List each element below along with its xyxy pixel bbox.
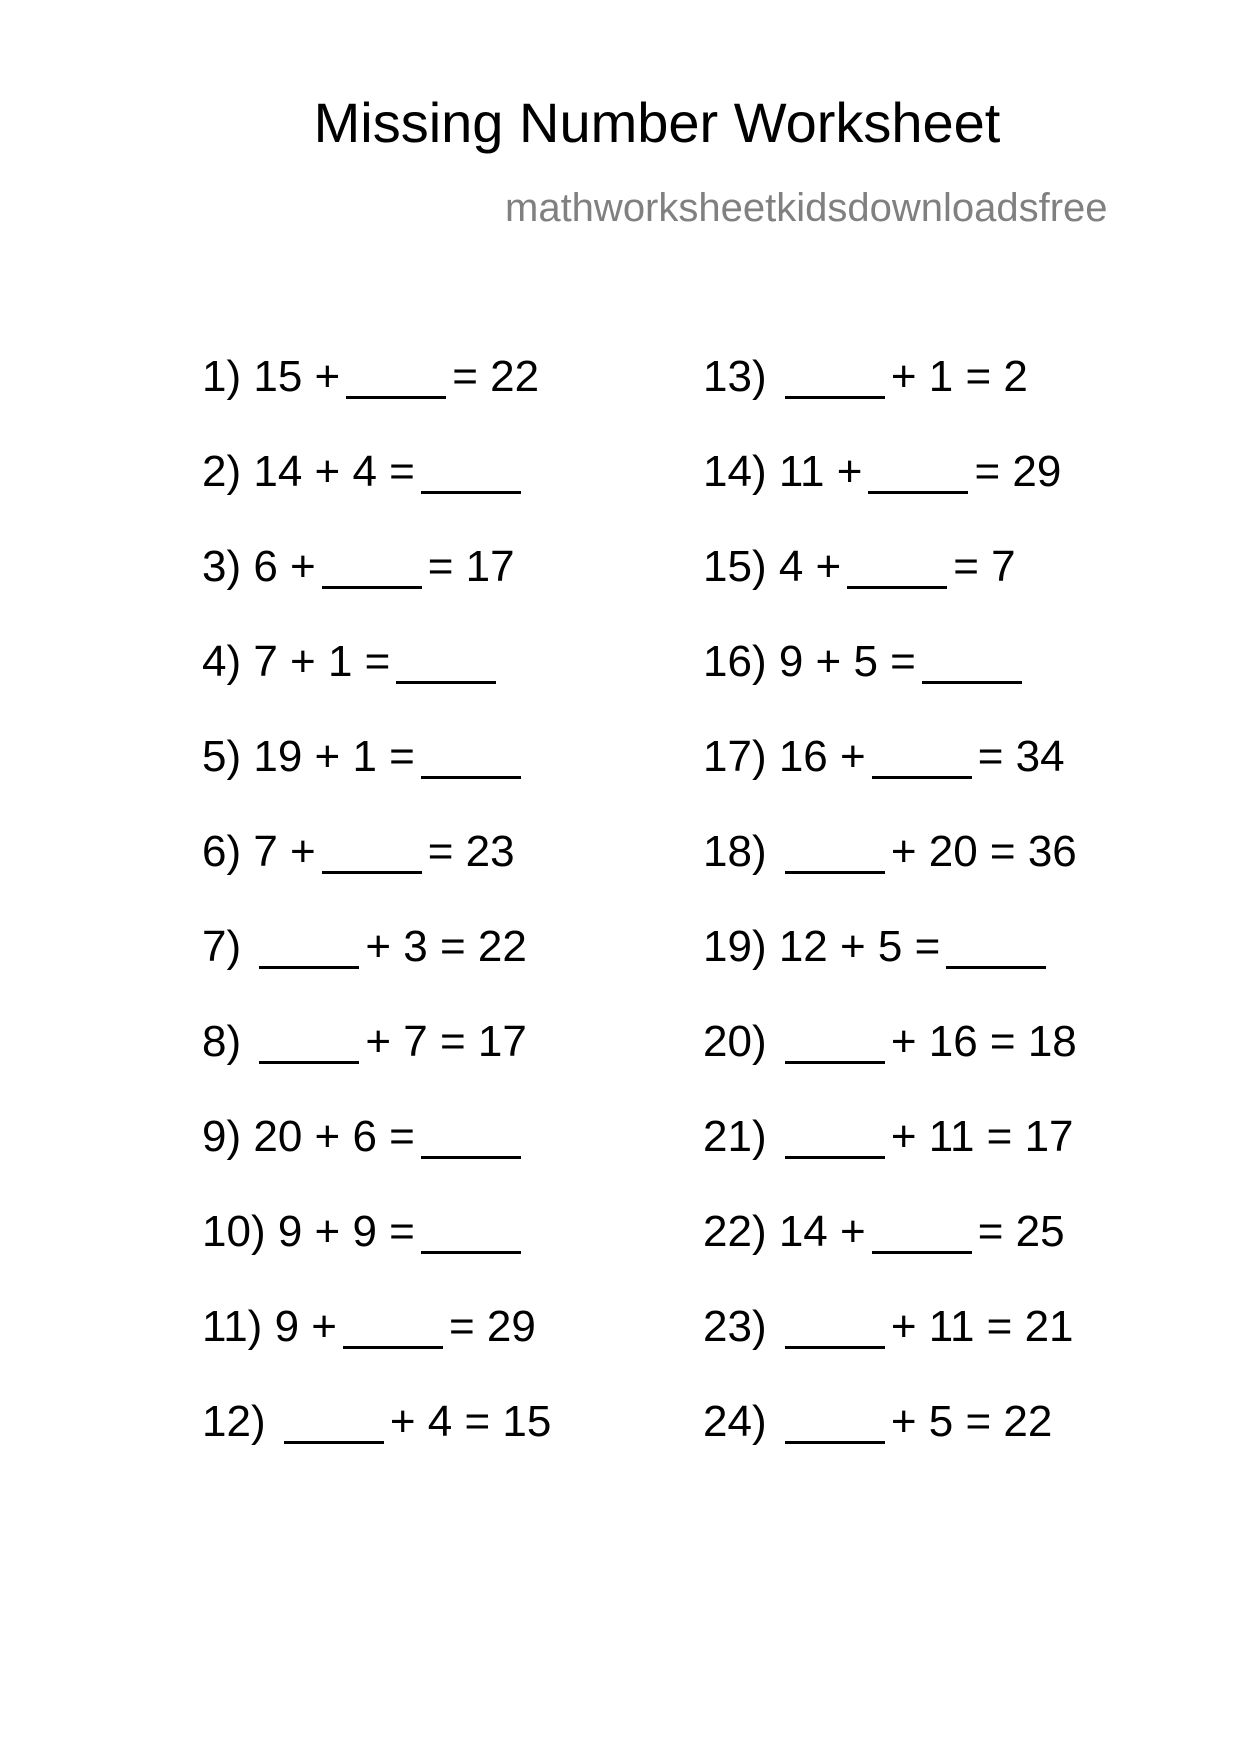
answer-blank[interactable] xyxy=(284,1397,384,1444)
problem-item xyxy=(202,1207,551,1302)
answer-blank[interactable] xyxy=(322,542,422,589)
equation-right-part: + 5 = 22 xyxy=(890,1397,1053,1446)
problem-item xyxy=(703,447,1077,542)
problem-item xyxy=(202,827,551,922)
answer-blank[interactable] xyxy=(421,447,521,494)
answer-blank[interactable] xyxy=(785,1397,885,1444)
problem-number: 20) xyxy=(703,1017,767,1066)
equation-left-part: 6 + xyxy=(253,542,316,591)
equation-right-part: = 17 xyxy=(427,542,515,591)
answer-blank[interactable] xyxy=(785,827,885,874)
equation-right-part: + 16 = 18 xyxy=(890,1017,1077,1066)
problem-number: 4) xyxy=(202,637,242,686)
answer-blank[interactable] xyxy=(946,922,1046,969)
problem-item xyxy=(202,1397,551,1492)
equation-left-part: 9 + xyxy=(274,1302,337,1351)
equation-right-part: = 7 xyxy=(953,542,1016,591)
equation-right-part: = 34 xyxy=(977,732,1065,781)
answer-blank[interactable] xyxy=(421,1207,521,1254)
equation-right-part: = 22 xyxy=(452,352,540,401)
equation-left-part: 19 + 1 = xyxy=(253,732,415,781)
equation-left-part: 7 + 1 = xyxy=(253,637,391,686)
problem-number: 7) xyxy=(202,922,242,971)
problem-column-left xyxy=(202,352,551,1492)
problem-item xyxy=(202,732,551,827)
equation-left-part: 11 + xyxy=(778,447,863,496)
equation-left-part: 12 + 5 = xyxy=(778,922,941,971)
answer-blank[interactable] xyxy=(847,542,947,589)
equation-right-part: + 3 = 22 xyxy=(365,922,527,971)
equation-right-part: + 11 = 17 xyxy=(890,1112,1074,1161)
equation-right-part: + 4 = 15 xyxy=(389,1397,552,1446)
problem-item xyxy=(703,352,1077,447)
problem-number: 8) xyxy=(202,1017,242,1066)
problem-number: 19) xyxy=(703,922,767,971)
problem-number: 22) xyxy=(703,1207,767,1256)
equation-left-part: 9 + 9 = xyxy=(277,1207,415,1256)
problem-number: 9) xyxy=(202,1112,242,1161)
answer-blank[interactable] xyxy=(346,352,446,399)
problem-item xyxy=(202,1112,551,1207)
answer-blank[interactable] xyxy=(259,922,359,969)
equation-left-part: 16 + xyxy=(778,732,866,781)
problem-number: 21) xyxy=(703,1112,767,1161)
problem-number: 1) xyxy=(202,352,242,401)
problem-number: 2) xyxy=(202,447,242,496)
problem-number: 18) xyxy=(703,827,767,876)
answer-blank[interactable] xyxy=(421,732,521,779)
problem-item xyxy=(703,542,1077,637)
problem-item xyxy=(703,1207,1077,1302)
problem-number: 12) xyxy=(202,1397,266,1446)
problem-item xyxy=(202,637,551,732)
problem-number: 5) xyxy=(202,732,242,781)
problem-item xyxy=(703,922,1077,1017)
problem-item xyxy=(202,1302,551,1397)
equation-right-part: + 11 = 21 xyxy=(890,1302,1074,1351)
equation-left-part: 14 + xyxy=(778,1207,866,1256)
problem-item xyxy=(703,1302,1077,1397)
problem-item xyxy=(202,447,551,542)
equation-left-part: 9 + 5 = xyxy=(778,637,916,686)
equation-right-part: + 7 = 17 xyxy=(365,1017,527,1066)
equation-right-part: = 29 xyxy=(448,1302,536,1351)
problem-item xyxy=(703,732,1077,827)
equation-right-part: = 29 xyxy=(974,447,1062,496)
answer-blank[interactable] xyxy=(872,732,972,779)
problem-item xyxy=(703,827,1077,922)
problem-number: 16) xyxy=(703,637,767,686)
worksheet-title: Missing Number Worksheet xyxy=(313,91,1001,154)
answer-blank[interactable] xyxy=(259,1017,359,1064)
problem-number: 10) xyxy=(202,1207,266,1256)
answer-blank[interactable] xyxy=(785,352,885,399)
equation-right-part: = 23 xyxy=(427,827,515,876)
problem-item xyxy=(202,352,551,447)
answer-blank[interactable] xyxy=(421,1112,521,1159)
answer-blank[interactable] xyxy=(322,827,422,874)
answer-blank[interactable] xyxy=(872,1207,972,1254)
equation-left-part: 4 + xyxy=(778,542,842,591)
problem-item xyxy=(202,1017,551,1112)
equation-right-part: + 1 = 2 xyxy=(890,352,1028,401)
problem-number: 6) xyxy=(202,827,242,876)
answer-blank[interactable] xyxy=(343,1302,443,1349)
problem-column-right xyxy=(703,352,1077,1492)
problem-item xyxy=(202,542,551,637)
worksheet-source-watermark: mathworksheetkidsdownloadsfree xyxy=(505,186,1108,230)
problem-item xyxy=(703,637,1077,732)
problem-item xyxy=(703,1112,1077,1207)
answer-blank[interactable] xyxy=(785,1112,885,1159)
answer-blank[interactable] xyxy=(396,637,496,684)
problem-number: 24) xyxy=(703,1397,767,1446)
problem-number: 15) xyxy=(703,542,767,591)
answer-blank[interactable] xyxy=(922,637,1022,684)
equation-left-part: 20 + 6 = xyxy=(253,1112,415,1161)
answer-blank[interactable] xyxy=(785,1302,885,1349)
answer-blank[interactable] xyxy=(868,447,968,494)
problem-number: 23) xyxy=(703,1302,767,1351)
problem-number: 17) xyxy=(703,732,767,781)
problem-number: 14) xyxy=(703,447,767,496)
problem-item xyxy=(703,1017,1077,1112)
problem-item xyxy=(703,1397,1077,1492)
answer-blank[interactable] xyxy=(785,1017,885,1064)
problem-number: 11) xyxy=(202,1302,263,1351)
problem-number: 3) xyxy=(202,542,242,591)
equation-left-part: 15 + xyxy=(253,352,341,401)
equation-right-part: + 20 = 36 xyxy=(890,827,1077,876)
equation-left-part: 7 + xyxy=(253,827,316,876)
problem-number: 13) xyxy=(703,352,767,401)
equation-left-part: 14 + 4 = xyxy=(253,447,415,496)
problem-item xyxy=(202,922,551,1017)
equation-right-part: = 25 xyxy=(977,1207,1065,1256)
